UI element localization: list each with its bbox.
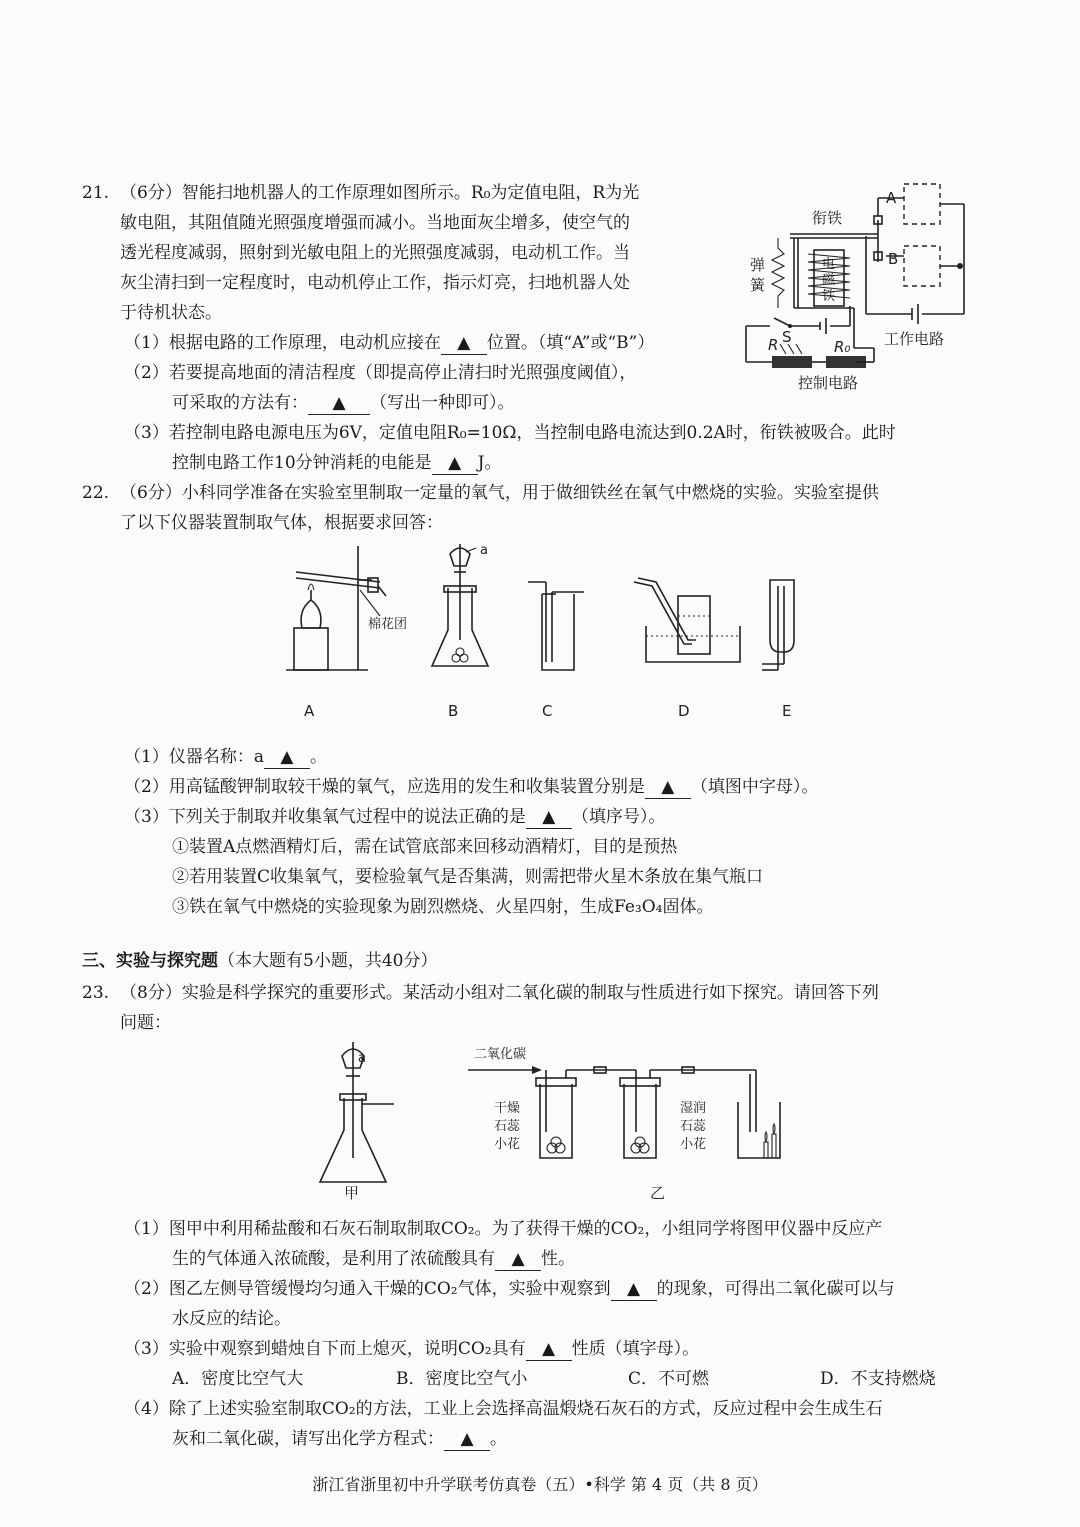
- option-c[interactable]: C．不可燃: [628, 1369, 710, 1389]
- q22-part-1: （1）仪器名称：a ▲ 。: [124, 747, 327, 767]
- q22-line-2: 了以下仪器装置制取气体，根据要求回答：: [120, 513, 443, 533]
- answer-blank[interactable]: ▲: [526, 806, 572, 829]
- q23-part-4-line-1: （4）除了上述实验室制取CO₂的方法，工业上会选择高温煅烧石灰石的方式，反应过程中会生成生石: [124, 1399, 883, 1419]
- label-apparatus-e: E: [782, 702, 792, 720]
- q23-part-1-line-2: 生的气体通入浓硫酸，是利用了浓硫酸具有 ▲ 性。: [172, 1249, 575, 1269]
- apparatus-b: [432, 543, 488, 666]
- label-dry-3: 小花: [494, 1137, 521, 1152]
- answer-blank[interactable]: ▲: [495, 1248, 541, 1271]
- q21-number: 21.: [82, 183, 110, 203]
- q23-line-1: （8分）实验是科学探究的重要形式。某活动小组对二氧化碳的制取与性质进行如下探究。请回答下列: [120, 983, 879, 1003]
- q23-number: 23.: [82, 983, 110, 1003]
- q21-line-1: （6分）智能扫地机器人的工作原理如图所示。R₀为定值电阻，R为光: [120, 183, 640, 203]
- spring-icon: [772, 248, 784, 296]
- label-apparatus-c: C: [542, 702, 553, 720]
- q22-part-2: （2）用高锰酸钾制取较干燥的氧气，应选用的发生和收集装置分别是 ▲ （填图中字母）。: [124, 777, 819, 797]
- robot-circuit-diagram: [738, 178, 978, 393]
- label-r0: R₀: [834, 338, 851, 356]
- label-b: B: [888, 250, 899, 268]
- candle-icon: [764, 1142, 768, 1158]
- label-apparatus-b: B: [448, 702, 459, 720]
- junction-dot: [957, 263, 963, 269]
- apparatus-c: [528, 582, 584, 670]
- answer-blank[interactable]: ▲: [441, 332, 487, 355]
- apparatus-d: [634, 578, 740, 662]
- q23-part-2-line-2: 水反应的结论。: [172, 1309, 291, 1329]
- label-wet-3: 小花: [680, 1137, 707, 1152]
- candle-icon: [772, 1134, 776, 1158]
- q23-options: [172, 1364, 936, 1394]
- answer-blank[interactable]: ▲: [444, 1428, 490, 1451]
- label-a: A: [886, 189, 897, 207]
- q21-part-1: （1）根据电路的工作原理，电动机应接在 ▲ 位置。（填“A”或“B”）: [124, 333, 655, 353]
- q23-part-1-line-1: （1）图甲中利用稀盐酸和石灰石制取制取CO₂。为了获得干燥的CO₂，小组同学将图甲仪器中反应产: [124, 1219, 883, 1239]
- apparatus-a: [286, 546, 407, 670]
- label-em-3: 铁: [822, 289, 836, 304]
- photoresistor-r: [772, 356, 812, 368]
- label-cotton: 棉花团: [368, 617, 408, 632]
- q22-number: 22.: [82, 483, 110, 503]
- answer-blank[interactable]: ▲: [611, 1278, 657, 1301]
- answer-blank[interactable]: ▲: [526, 1338, 572, 1361]
- q23-part-2-line-1: （2）图乙左侧导管缓慢均匀通入干燥的CO₂气体，实验中观察到 ▲ 的现象，可得出二氧化碳可以与: [124, 1279, 895, 1299]
- label-em-1: 电: [822, 257, 836, 272]
- label-dry-1: 干燥: [494, 1101, 521, 1116]
- q21-part-2-line-1: （2）若要提高地面的清洁程度（即提高停止清扫时光照强度阈值），: [124, 363, 637, 383]
- q23-part-4-line-2: 灰和二氧化碳，请写出化学方程式： ▲ 。: [172, 1429, 507, 1449]
- label-co2-inlet: 二氧化碳: [474, 1047, 527, 1062]
- label-r: R: [768, 336, 779, 354]
- answer-blank[interactable]: ▲: [645, 776, 691, 799]
- position-a-box: [904, 184, 940, 224]
- label-jia: 甲: [344, 1184, 360, 1202]
- label-wet-1: 湿润: [680, 1101, 707, 1116]
- label-em-2: 磁: [822, 273, 836, 288]
- q22-statement-2: ②若用装置C收集氧气，要检验氧气是否集满，则需把带火星木条放在集气瓶口: [172, 867, 764, 887]
- option-d[interactable]: D．不支持燃烧: [820, 1369, 936, 1389]
- answer-blank[interactable]: ▲: [264, 746, 310, 769]
- q21-line-5: 于待机状态。: [120, 303, 222, 323]
- q22-line-1: （6分）小科同学准备在实验室里制取一定量的氧气，用于做细铁丝在氧气中燃烧的实验。实验室提供: [120, 483, 879, 503]
- option-b[interactable]: B．密度比空气小: [396, 1369, 528, 1389]
- co2-experiment-figure: [310, 1038, 810, 1203]
- label-spring-2: 簧: [750, 276, 766, 294]
- position-b-box: [904, 246, 940, 286]
- option-a[interactable]: A．密度比空气大: [172, 1369, 304, 1389]
- beaker-icon: [738, 1102, 780, 1158]
- label-apparatus-d: D: [678, 702, 690, 720]
- apparatus-jia: [320, 1042, 394, 1202]
- switch-icon: [774, 318, 790, 326]
- section-3-heading: 三、实验与探究题（本大题有5小题，共40分）: [82, 951, 438, 971]
- label-a-funnel: a: [480, 543, 488, 558]
- label-spring-1: 弹: [750, 256, 766, 274]
- q22-statement-3: ③铁在氧气中燃烧的实验现象为剧烈燃烧、火星四射，生成Fe₃O₄固体。: [172, 897, 714, 917]
- alcohol-lamp-icon: [301, 600, 321, 628]
- apparatus-e: [762, 580, 794, 670]
- q22-statement-1: ①装置A点燃酒精灯后，需在试管底部来回移动酒精灯，目的是预热: [172, 837, 678, 857]
- label-armature: 衔铁: [812, 209, 843, 227]
- label-working-circuit: 工作电路: [884, 330, 945, 348]
- q21-part-2-line-2: 可采取的方法有： ▲ （写出一种即可）。: [172, 393, 515, 413]
- q21-line-3: 透光程度减弱，照射到光敏电阻上的光照强度减弱，电动机工作。当: [120, 243, 630, 263]
- oxygen-apparatus-figure: [280, 540, 820, 720]
- label-yi: 乙: [650, 1184, 666, 1202]
- label-s: S: [782, 328, 792, 346]
- answer-blank[interactable]: ▲: [308, 392, 370, 415]
- label-wet-2: 石蕊: [680, 1119, 707, 1134]
- q21-part-3-line-2: 控制电路工作10分钟消耗的电能是 ▲ J。: [172, 453, 502, 473]
- q23-line-2: 问题：: [120, 1013, 171, 1033]
- q22-part-3: （3）下列关于制取并收集氧气过程中的说法正确的是 ▲ （填序号）。: [124, 807, 666, 827]
- label-apparatus-a: A: [304, 702, 315, 720]
- page-footer: 浙江省浙里初中升学联考仿真卷（五）•科学 第 4 页（共 8 页）: [312, 1475, 768, 1494]
- q21-line-2: 敏电阻，其阻值随光照强度增强而减小。当地面灰尘增多，使空气的: [120, 213, 630, 233]
- q23-part-3: （3）实验中观察到蜡烛自下而上熄灭，说明CO₂具有 ▲ 性质（填字母）。: [124, 1339, 700, 1359]
- label-dry-2: 石蕊: [494, 1119, 521, 1134]
- delivery-tube-icon: [634, 582, 692, 644]
- label-control-circuit: 控制电路: [798, 374, 859, 392]
- answer-blank[interactable]: ▲: [432, 452, 478, 475]
- q21-part-3-line-1: （3）若控制电路电源电压为6V，定值电阻R₀=10Ω，当控制电路电流达到0.2A时，衔铁被吸合。此时: [124, 423, 896, 443]
- apparatus-yi: [468, 1046, 780, 1202]
- q21-line-4: 灰尘清扫到一定程度时，电动机停止工作，指示灯亮，扫地机器人处: [120, 273, 630, 293]
- label-a-jia: a: [358, 1051, 366, 1066]
